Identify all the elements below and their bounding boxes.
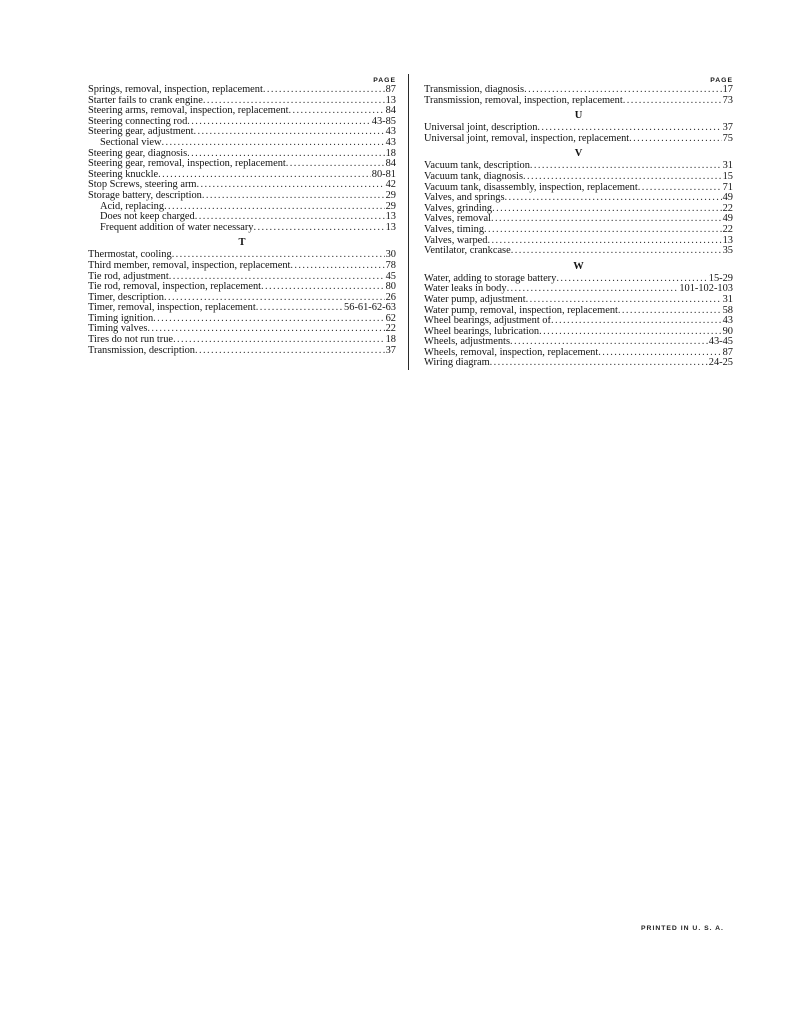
index-entry-page: 58 [722,305,733,316]
index-entry-page: 13 [385,222,396,233]
index-entry [88,96,396,107]
index-entry-page: 75 [722,133,733,144]
index-entry [424,204,733,215]
leader-dots [492,204,722,215]
index-entry [88,106,396,117]
index-entry-text: Steering connecting rod [88,116,188,127]
leader-dots [256,303,343,314]
index-entry [88,212,396,223]
leader-dots [510,337,708,348]
index-entry-text: Transmission, diagnosis [424,85,525,95]
leader-dots [169,272,385,283]
index-entry-text: Does not keep charged [100,212,195,223]
index-entry-page: 43-45 [708,337,733,348]
index-entry-text: Valves, grinding [424,203,493,214]
section-letter-heading: W [573,260,584,272]
index-entry-text: Storage battery, description [88,190,202,201]
index-entry-text: Stop Screws, steering arm [88,180,197,191]
index-entry [424,96,733,107]
index-section [424,257,733,369]
column-divider [408,74,409,370]
index-entry-page: 78 [385,260,396,271]
index-entry-page: 22 [722,203,733,214]
index-entry-page: 35 [722,246,733,257]
index-entry-page: 84 [385,159,396,170]
index-entry-page: 29 [385,190,396,201]
index-entry-text: Wheel bearings, adjustment of [424,316,551,327]
index-section [424,85,733,106]
leader-dots [195,212,385,223]
index-entry-text: Universal joint, description [424,123,538,134]
index-entry-page: 73 [722,95,733,106]
index-entry [88,202,396,213]
leader-dots [147,324,384,335]
index-entry [88,170,396,181]
index-entry-text: Valves, timing [424,224,485,235]
index-entry-text: Transmission, removal, inspection, replacement [424,95,623,106]
index-entry-text: Steering gear, diagnosis [88,148,188,159]
index-entry-text: Vacuum tank, disassembly, inspection, replacement [424,182,638,193]
index-entry-page: 30 [385,250,396,261]
index-entry [424,161,733,172]
index-section [424,144,733,256]
index-entry-page: 13 [385,212,396,223]
index-entry-page: 80-81 [371,169,396,180]
index-entry-page: 31 [722,161,733,172]
leader-dots [490,358,708,369]
index-entry-page: 101-102-103 [679,284,733,295]
index-entry [424,236,733,247]
index-entry-page: 45 [385,271,396,282]
index-entry [424,214,733,225]
leader-dots [539,327,721,338]
index-section [88,233,396,356]
leader-dots [530,161,722,172]
index-entry-text: Ventilator, crankcase [424,246,511,257]
index-entry-text: Valves, and springs [424,193,505,204]
index-entry [88,293,396,304]
index-entry [424,172,733,183]
leader-dots [507,284,679,295]
index-entry [424,295,733,306]
index-entry-page: 15-29 [708,273,733,284]
index-entry [424,358,733,369]
index-entry-page: 56-61-62-63 [344,303,396,314]
index-entry [88,223,396,234]
index-entry [88,346,396,357]
leader-dots [491,214,722,225]
leader-dots [153,314,384,325]
index-entry [88,159,396,170]
index-entry-text: Wheel bearings, lubrication [424,326,540,337]
index-column-right [424,76,733,369]
index-entry-text: Transmission, description [88,345,195,356]
leader-dots [263,85,385,96]
index-entry [88,282,396,293]
index-entry-page: 18 [385,148,396,159]
leader-dots [556,274,707,285]
index-entry [424,327,733,338]
index-entry-page: 42 [385,180,396,191]
printed-in-footer: PRINTED IN U. S. A. [641,925,724,932]
page-column-heading: PAGE [373,77,396,84]
index-entry-page: 29 [385,201,396,212]
index-entry [88,314,396,325]
index-entry-text: Springs, removal, inspection, replacement [88,85,263,95]
leader-dots [286,159,385,170]
index-entry [88,180,396,191]
index-entry-page: 22 [385,324,396,335]
index-entry-text: Steering arms, removal, inspection, replacement [88,106,289,117]
index-entry [424,193,733,204]
index-entry-page: 18 [385,335,396,346]
index-entry-page: 22 [722,224,733,235]
index-entry [88,85,396,96]
index-entry-text: Timer, removal, inspection, replacement [88,303,256,314]
index-entry-page: 26 [385,292,396,303]
leader-dots [164,202,385,213]
leader-dots [623,96,722,107]
index-entry [88,250,396,261]
index-entry-text: Tie rod, adjustment [88,271,169,282]
index-entry-page: 43 [722,316,733,327]
index-entry [88,324,396,335]
index-entry-text: Sectional view [100,137,162,148]
leader-dots [187,149,384,160]
index-entry-page: 87 [722,347,733,358]
index-entry [88,138,396,149]
index-entry-text: Thermostat, cooling [88,250,172,261]
index-entry [424,306,733,317]
leader-dots [290,261,384,272]
leader-dots [202,191,385,202]
index-entry-text: Water, adding to storage battery [424,273,557,284]
index-sections [88,85,396,356]
index-entry-text: Steering knuckle [88,169,159,180]
index-entry [88,127,396,138]
index-entry-page: 37 [722,123,733,134]
leader-dots [487,236,721,247]
leader-dots [158,170,371,181]
section-letter-heading: U [574,110,583,122]
index-entry [424,134,733,145]
index-entry-page: 43 [385,137,396,148]
index-entry-text: Valves, warped [424,235,488,246]
index-entry-text: Universal joint, removal, inspection, replacement [424,133,630,144]
index-entry-page: 43 [385,127,396,138]
leader-dots [197,180,385,191]
index-entry-text: Tie rod, removal, inspection, replacement [88,282,262,293]
index-entry [88,303,396,314]
index-section [88,85,396,233]
leader-dots [254,223,385,234]
index-entry [88,272,396,283]
index-entry-text: Vacuum tank, description [424,161,530,172]
index-entry-page: 37 [385,345,396,356]
index-entry [424,337,733,348]
leader-dots [193,127,384,138]
index-entry-page: 13 [722,235,733,246]
leader-dots [261,282,385,293]
section-letter-heading: T [238,237,246,249]
leader-dots [161,138,384,149]
index-entry-page: 80 [385,282,396,293]
index-column-left [88,76,396,356]
index-entry-text: Frequent addition of water necessary [100,222,254,233]
index-entry-page: 90 [722,326,733,337]
index-entry-text: Water leaks in body [424,284,507,295]
index-entry [424,284,733,295]
index-entry-text: Steering gear, removal, inspection, replacement [88,159,286,170]
leader-dots [638,183,722,194]
index-entry-text: Water pump, adjustment [424,294,526,305]
leader-dots [187,117,370,128]
index-entry-text: Vacuum tank, diagnosis [424,171,523,182]
index-entry-page: 17 [722,85,733,95]
leader-dots [618,306,722,317]
index-entry [424,274,733,285]
leader-dots [484,225,722,236]
index-entry-text: Timing ignition [88,313,154,324]
index-entry [88,117,396,128]
index-entry [424,316,733,327]
index-entry [88,191,396,202]
index-entry-text: Tires do not run true [88,335,174,346]
index-entry-text: Steering gear, adjustment [88,127,194,138]
index-entry-text: Water pump, removal, inspection, replacement [424,305,618,316]
leader-dots [164,293,385,304]
index-entry [424,225,733,236]
index-entry-text: Wheels, removal, inspection, replacement [424,347,599,358]
index-entry [424,348,733,359]
leader-dots [173,335,385,346]
index-entry-text: Third member, removal, inspection, replacement [88,260,291,271]
page-column-heading: PAGE [710,77,733,84]
index-entry-text: Timer, description [88,292,164,303]
leader-dots [203,96,385,107]
leader-dots [172,250,385,261]
leader-dots [195,346,385,357]
leader-dots [511,246,722,257]
index-entry-text: Starter fails to crank engine [88,95,203,106]
index-entry-page: 49 [722,193,733,204]
index-entry-text: Wheels, adjustments [424,337,510,348]
index-entry [424,183,733,194]
index-entry [424,246,733,257]
index-entry-text: Acid, replacing [100,201,165,212]
index-entry-page: 87 [385,85,396,95]
index-sections [424,85,733,369]
leader-dots [537,123,721,134]
leader-dots [598,348,721,359]
index-entry-page: 49 [722,214,733,225]
index-entry [88,261,396,272]
index-entry-page: 43-85 [371,116,396,127]
index-entry-text: Timing valves [88,324,148,335]
index-entry [424,123,733,134]
index-entry [88,149,396,160]
index-entry [88,335,396,346]
index-section [424,106,733,144]
section-letter-heading: V [574,148,583,160]
leader-dots [505,193,722,204]
index-entry-page: 84 [385,106,396,117]
leader-dots [523,172,722,183]
index-entry-page: 31 [722,294,733,305]
index-entry-page: 71 [722,182,733,193]
index-entry-page: 24-25 [708,358,733,369]
index-entry-page: 62 [385,313,396,324]
index-entry-text: Wiring diagram [424,358,490,369]
index-entry-text: Valves, removal [424,214,491,225]
index-entry [424,85,733,96]
leader-dots [526,295,722,306]
leader-dots [524,85,722,96]
leader-dots [289,106,385,117]
index-entry-page: 15 [722,171,733,182]
leader-dots [551,316,722,327]
index-entry-page: 13 [385,95,396,106]
leader-dots [629,134,721,145]
